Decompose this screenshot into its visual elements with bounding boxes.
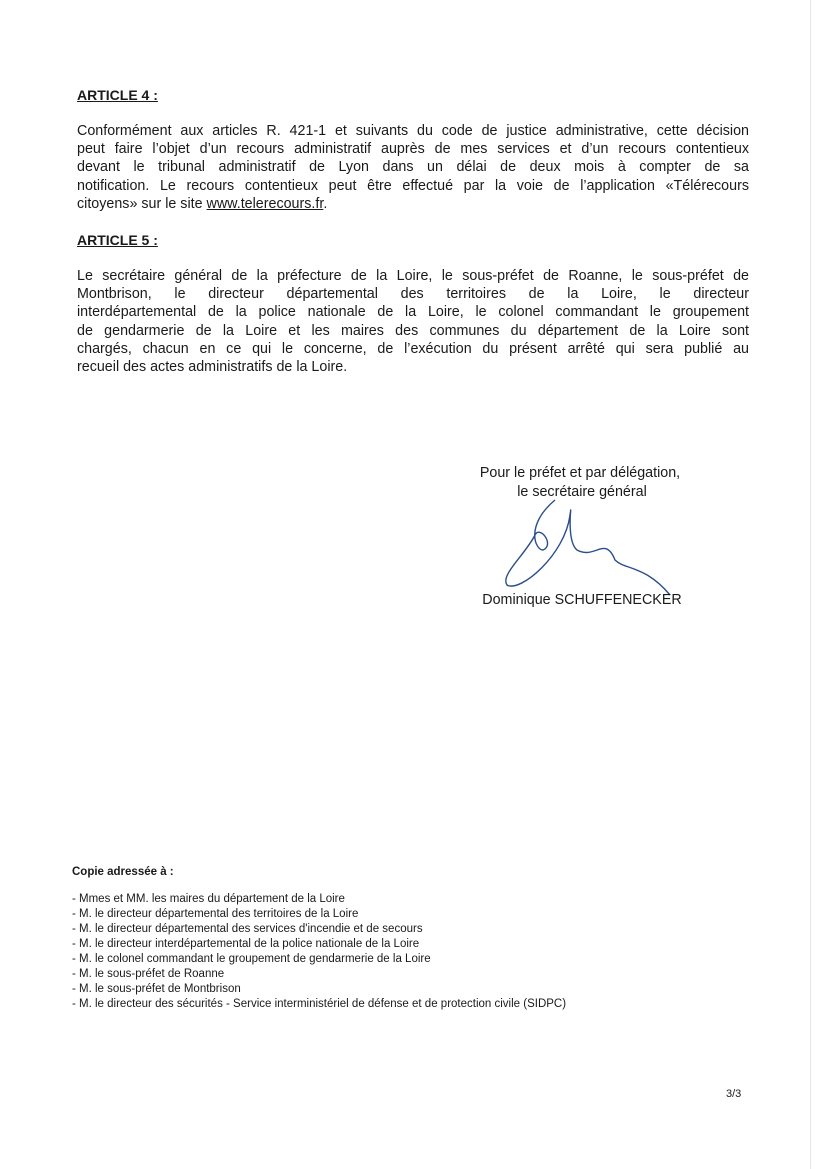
signatory-name: Dominique SCHUFFENECKER [482,592,682,608]
list-item: - M. le directeur interdépartemental de la police nationale de la Loire [72,938,420,950]
list-item: - M. le sous-préfet de Roanne [72,968,225,980]
text-line: peut faire l’objet d’un recours administratif auprès de mes services et d’un recours contentieux [77,141,749,158]
handwritten-signature [495,495,675,605]
text-line: devant le tribunal administratif de Lyon dans un délai de deux mois à compter de sa [77,159,749,176]
text-line: chargés, chacun en ce qui le concerne, de l’exécution du présent arrêté qui sera publié au [77,340,749,357]
list-item: - M. le directeur départemental des territoires de la Loire [72,908,359,920]
article-4-heading: ARTICLE 4 : [77,87,158,103]
article-5-heading: ARTICLE 5 : [77,232,158,248]
text: citoyens» sur le site [77,195,207,212]
telerecours-link[interactable]: www.telerecours.fr [206,195,324,212]
text-line: interdépartemental de la police nationale de la Loire, le colonel commandant le groupement [77,304,749,321]
text-line: Montbrison, le directeur départemental des territoires de la Loire, le directeur [77,286,749,303]
signature-line-1: Pour le préfet et par délégation, [479,465,681,481]
signature-line-2: le secrétaire général [517,484,647,500]
article-5-body [77,267,749,376]
page-number: 3/3 [726,1088,742,1100]
text-line: recueil des actes administratifs de la Loire. [77,358,348,375]
text-line: Conformément aux articles R. 421-1 et suivants du code de justice administrative, cette décision [77,123,749,139]
scan-edge [810,0,811,1169]
list-item: - M. le directeur départemental des services d'incendie et de secours [72,923,423,935]
list-item: - M. le colonel commandant le groupement de gendarmerie de la Loire [72,953,431,965]
list-item: - Mmes et MM. les maires du département de la Loire [72,893,345,905]
text-line: Le secrétaire général de la préfecture de la Loire, le sous-préfet de Roanne, le sous-préfet de [77,268,749,284]
text: . [323,195,328,212]
list-item: - M. le directeur des sécurités - Service interministériel de défense et de protection civile (SIDPC) [72,998,567,1010]
copy-list [72,866,566,1012]
text-line [77,195,749,213]
list-item: - M. le sous-préfet de Montbrison [72,983,241,995]
article-4-body [77,122,749,213]
copy-title: Copie adressée à : [72,866,174,878]
text-line: notification. Le recours contentieux peut être effectué par la voie de l’application «Télérecours [77,177,749,194]
text-line: de gendarmerie de la Loire et les maires des communes du département de la Loire sont [77,322,749,339]
